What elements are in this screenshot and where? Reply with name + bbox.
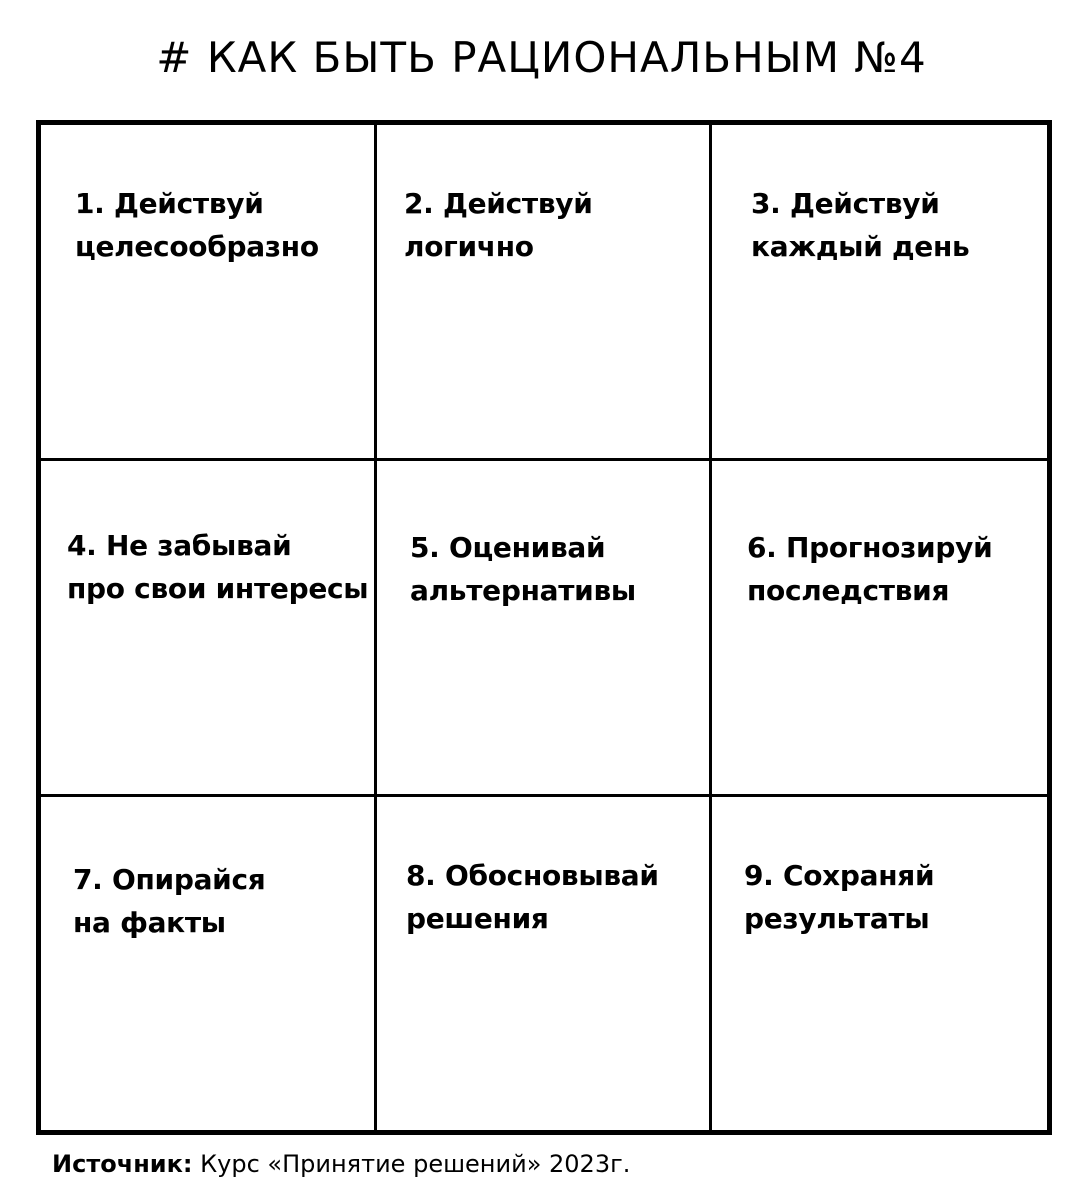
tip-cell-8-line-2: решения: [406, 902, 549, 935]
tip-cell-4: [67, 524, 368, 610]
source-text: Курс «Принятие решений» 2023г.: [192, 1150, 631, 1178]
tip-cell-9-line-1: 9. Сохраняй: [744, 859, 935, 892]
tip-cell-3-line-1: 3. Действуй: [751, 187, 940, 220]
tip-cell-6-line-1: 6. Прогнозируй: [747, 531, 993, 564]
tip-cell-6: [747, 526, 992, 612]
tip-cell-4-line-1: 4. Не забывай: [67, 529, 292, 562]
grid-divider-vertical-1: [374, 125, 377, 1130]
grid-divider-vertical-2: [709, 125, 712, 1130]
tip-cell-1-line-1: 1. Действуй: [75, 187, 264, 220]
tip-cell-7-line-2: на факты: [73, 906, 226, 939]
grid-divider-horizontal-1: [41, 458, 1047, 461]
tip-cell-2: [404, 182, 593, 268]
source-note: [52, 1146, 630, 1182]
tip-cell-9-line-2: результаты: [744, 902, 930, 935]
tip-cell-8-line-1: 8. Обосновывай: [406, 859, 659, 892]
tip-cell-3: [751, 182, 969, 268]
tip-cell-3-line-2: каждый день: [751, 230, 970, 263]
tip-cell-8: [406, 854, 659, 940]
tip-cell-1: [75, 182, 319, 268]
grid-divider-horizontal-2: [41, 794, 1047, 797]
tip-cell-2-line-2: логично: [404, 230, 534, 263]
tip-cell-5-line-1: 5. Оценивай: [410, 531, 606, 564]
tip-cell-2-line-1: 2. Действуй: [404, 187, 593, 220]
tip-cell-4-line-2: про свои интересы: [67, 572, 369, 605]
tips-grid: [36, 120, 1052, 1135]
tip-cell-6-line-2: последствия: [747, 574, 950, 607]
tip-cell-5: [410, 526, 636, 612]
tip-cell-9: [744, 854, 934, 940]
tip-cell-7-line-1: 7. Опирайся: [73, 863, 266, 896]
source-label: Источник:: [52, 1150, 193, 1178]
tip-cell-1-line-2: целесообразно: [75, 230, 319, 263]
tip-cell-7: [73, 858, 265, 944]
page-title: # КАК БЫТЬ РАЦИОНАЛЬНЫМ №4: [156, 33, 927, 82]
tip-cell-5-line-2: альтернативы: [410, 574, 636, 607]
